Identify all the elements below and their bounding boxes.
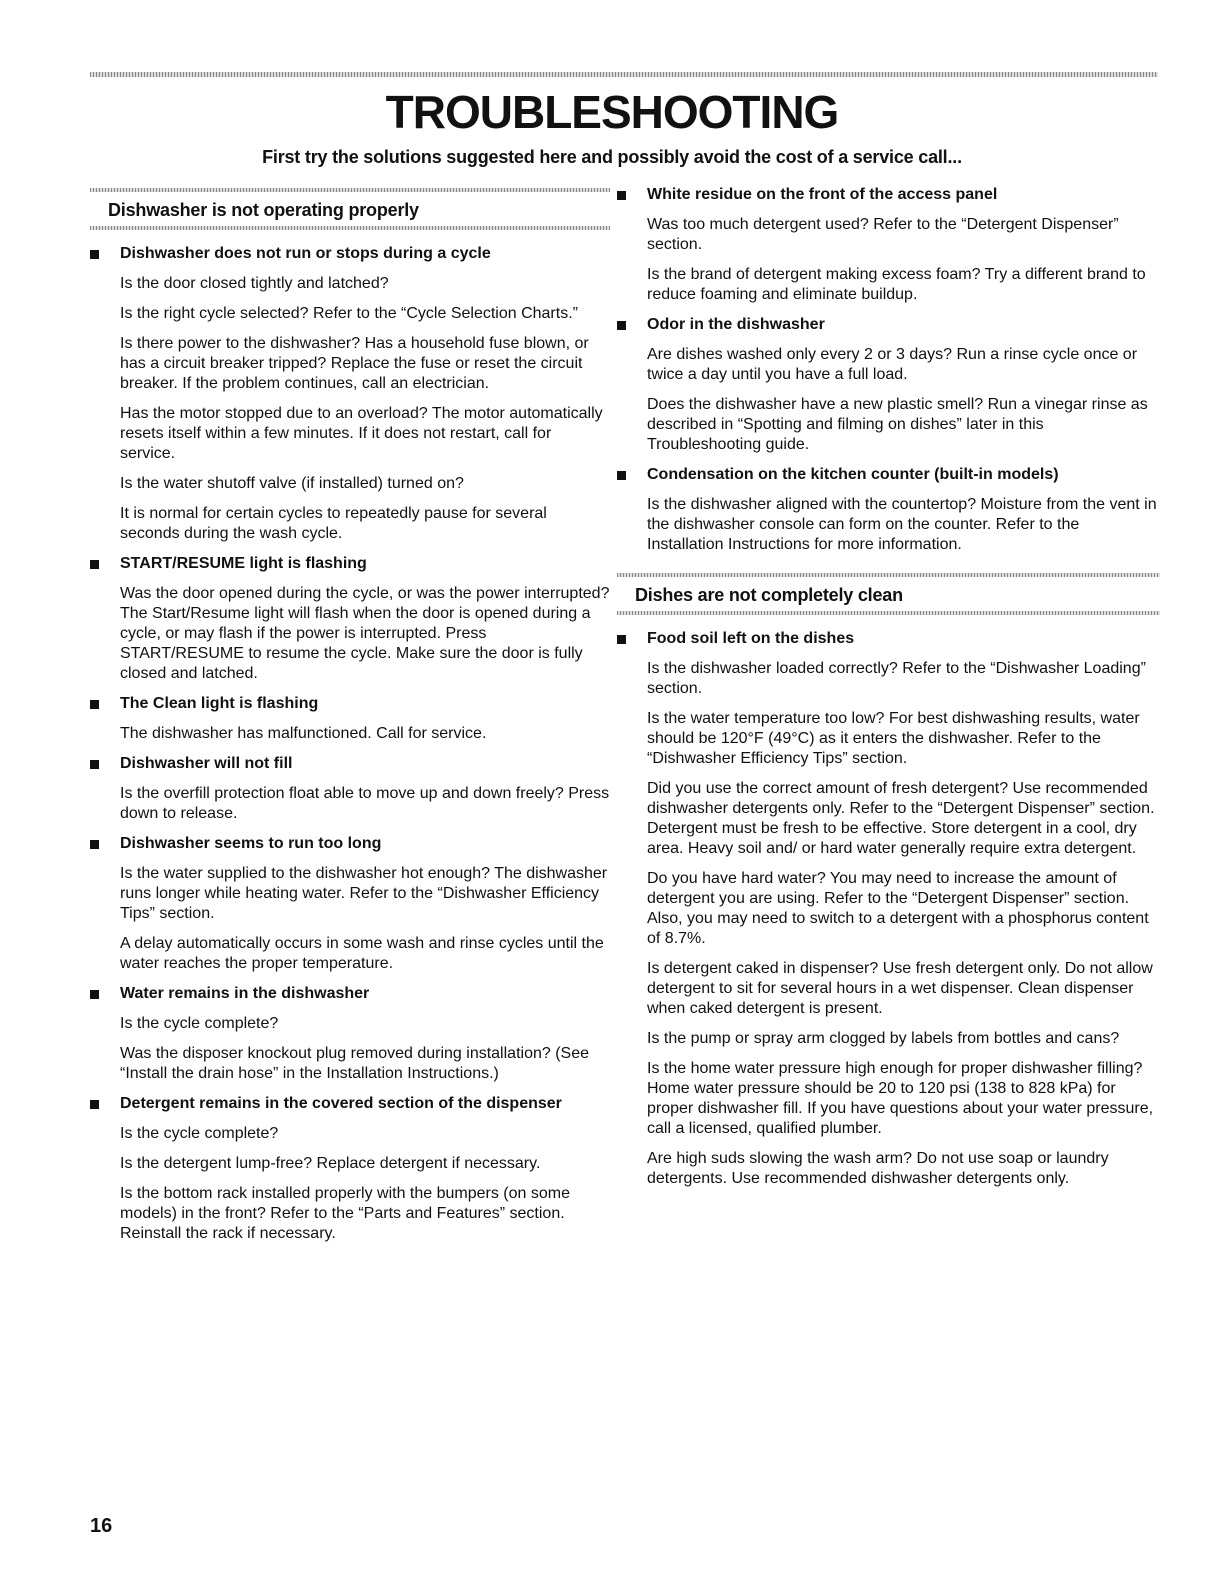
solution-text: Is the pump or spray arm clogged by labels from bottles and cans? [647, 1030, 1120, 1047]
solution-text: Is the cycle complete? [120, 1125, 279, 1142]
square-bullet-icon [90, 840, 99, 849]
solution-text: Is the dishwasher loaded correctly? Refer to the “Dishwasher Loading” section. [647, 660, 1146, 697]
solution-text: Does the dishwasher have a new plastic smell? Run a vinegar rinse as described in “Spotting and filming on dishes” later in this Troubleshooting guide. [647, 396, 1148, 453]
solution-text: Was the disposer knockout plug removed during installation? (See “Install the drain hose” in the Installation Instructions.) [120, 1045, 589, 1082]
square-bullet-icon [90, 700, 99, 709]
solution-text: Is detergent caked in dispenser? Use fresh detergent only. Do not allow detergent to sit for several hours in a wet dispenser. Clean dispenser when caked detergent is present. [647, 960, 1153, 1017]
solution-text: Are high suds slowing the wash arm? Do not use soap or laundry detergents. Use recommended dishwasher detergents only. [647, 1150, 1109, 1187]
troubleshooting-item [617, 629, 1160, 1189]
solution-text: Is there power to the dishwasher? Has a household fuse blown, or has a circuit breaker tripped? Replace the fuse or reset the circuit breaker. If the problem continues, call an electrician. [120, 335, 589, 392]
page-number: 16 [90, 1515, 113, 1537]
solution-text: Is the brand of detergent making excess foam? Try a different brand to reduce foaming and eliminate buildup. [647, 266, 1146, 303]
right-column [617, 185, 1160, 1199]
problem-heading: Water remains in the dishwasher [120, 985, 370, 1002]
solution-text: It is normal for certain cycles to repeatedly pause for several seconds during the wash cycle. [120, 505, 547, 542]
square-bullet-icon [90, 1100, 99, 1109]
troubleshooting-item [90, 984, 610, 1084]
troubleshooting-item [90, 754, 610, 824]
square-bullet-icon [617, 471, 626, 480]
section-header [90, 188, 610, 230]
square-bullet-icon [90, 560, 99, 569]
square-bullet-icon [617, 191, 626, 200]
section-title: Dishwasher is not operating properly [108, 200, 419, 220]
problem-heading: Detergent remains in the covered section of the dispenser [120, 1095, 562, 1112]
issue-list [90, 244, 610, 1244]
section-rule-bottom [617, 611, 1160, 615]
solution-text: Is the right cycle selected? Refer to the “Cycle Selection Charts.” [120, 305, 578, 322]
problem-heading: Dishwasher will not fill [120, 755, 293, 772]
solution-text: Did you use the correct amount of fresh detergent? Use recommended dishwasher detergents only. Refer to the “Detergent Dispenser” section. Detergent must be fresh to be effective. Store detergent in a cool, dry area. Heavy soil and/ or hard water generally require extra detergent. [647, 780, 1155, 857]
section-title: Dishes are not completely clean [635, 585, 903, 605]
problem-heading: The Clean light is flashing [120, 695, 319, 712]
solution-text: Has the motor stopped due to an overload? The motor automatically resets itself within a few minutes. If it does not restart, call for service. [120, 405, 603, 462]
section-header [617, 573, 1160, 615]
troubleshooting-item [90, 694, 610, 744]
solution-text: Is the water shutoff valve (if installed) turned on? [120, 475, 464, 492]
solution-text: Was the door opened during the cycle, or was the power interrupted? The Start/Resume light will flash when the door is opened during a cycle, or may flash if the power is interrupted. Press START/RESUME to resume the cycle. Make sure the door is fully closed and latched. [120, 585, 610, 682]
solution-text: A delay automatically occurs in some wash and rinse cycles until the water reaches the proper temperature. [120, 935, 604, 972]
section-rule-bottom [90, 226, 610, 230]
square-bullet-icon [617, 321, 626, 330]
solution-text: Do you have hard water? You may need to increase the amount of detergent you are using. Refer to the “Detergent Dispenser” section. Also, you may need to switch to a detergent with a phosphorus content of 8.7%. [647, 870, 1149, 947]
left-column [90, 188, 610, 1254]
solution-text: Is the cycle complete? [120, 1015, 279, 1032]
troubleshooting-item [617, 315, 1160, 455]
solution-text: Is the water temperature too low? For best dishwashing results, water should be 120°F (49°C) as it enters the dishwasher. Refer to the “Dishwasher Efficiency Tips” section. [647, 710, 1140, 767]
page-title: TROUBLESHOOTING [385, 86, 839, 138]
square-bullet-icon [90, 760, 99, 769]
solution-text: Are dishes washed only every 2 or 3 days? Run a rinse cycle once or twice a day until you have a full load. [647, 346, 1138, 383]
issue-list [617, 185, 1160, 555]
solution-text: Is the water supplied to the dishwasher hot enough? The dishwasher runs longer while heating water. Refer to the “Dishwasher Efficiency Tips” section. [120, 865, 608, 922]
solution-text: Was too much detergent used? Refer to the “Detergent Dispenser” section. [647, 216, 1119, 253]
troubleshooting-item [90, 834, 610, 974]
troubleshooting-item [90, 244, 610, 544]
problem-heading: START/RESUME light is flashing [120, 555, 367, 572]
solution-text: Is the dishwasher aligned with the countertop? Moisture from the vent in the dishwasher console can form on the counter. Refer to the Installation Instructions for more information. [647, 496, 1157, 553]
troubleshooting-item [90, 1094, 610, 1244]
problem-heading: Dishwasher does not run or stops during a cycle [120, 245, 491, 262]
page-subtitle: First try the solutions suggested here and possibly avoid the cost of a service call... [262, 147, 962, 167]
solution-text: The dishwasher has malfunctioned. Call for service. [120, 725, 487, 742]
solution-text: Is the door closed tightly and latched? [120, 275, 389, 292]
top-rule [90, 72, 1158, 77]
problem-heading: White residue on the front of the access panel [647, 186, 998, 203]
square-bullet-icon [90, 990, 99, 999]
solution-text: Is the detergent lump-free? Replace detergent if necessary. [120, 1155, 541, 1172]
troubleshooting-item [617, 465, 1160, 555]
troubleshooting-item [90, 554, 610, 684]
troubleshooting-item [617, 185, 1160, 305]
square-bullet-icon [617, 635, 626, 644]
problem-heading: Condensation on the kitchen counter (built-in models) [647, 466, 1059, 483]
problem-heading: Dishwasher seems to run too long [120, 835, 382, 852]
issue-list [617, 629, 1160, 1189]
problem-heading: Odor in the dishwasher [647, 316, 825, 333]
square-bullet-icon [90, 250, 99, 259]
problem-heading: Food soil left on the dishes [647, 630, 855, 647]
solution-text: Is the home water pressure high enough for proper dishwasher filling? Home water pressure should be 20 to 120 psi (138 to 828 kPa) for proper dishwasher fill. If you have questions about your water pressure, call a licensed, qualified plumber. [647, 1060, 1154, 1137]
solution-text: Is the overfill protection float able to move up and down freely? Press down to release. [120, 785, 610, 822]
solution-text: Is the bottom rack installed properly with the bumpers (on some models) in the front? Refer to the “Parts and Features” section. Reinstall the rack if necessary. [120, 1185, 570, 1242]
